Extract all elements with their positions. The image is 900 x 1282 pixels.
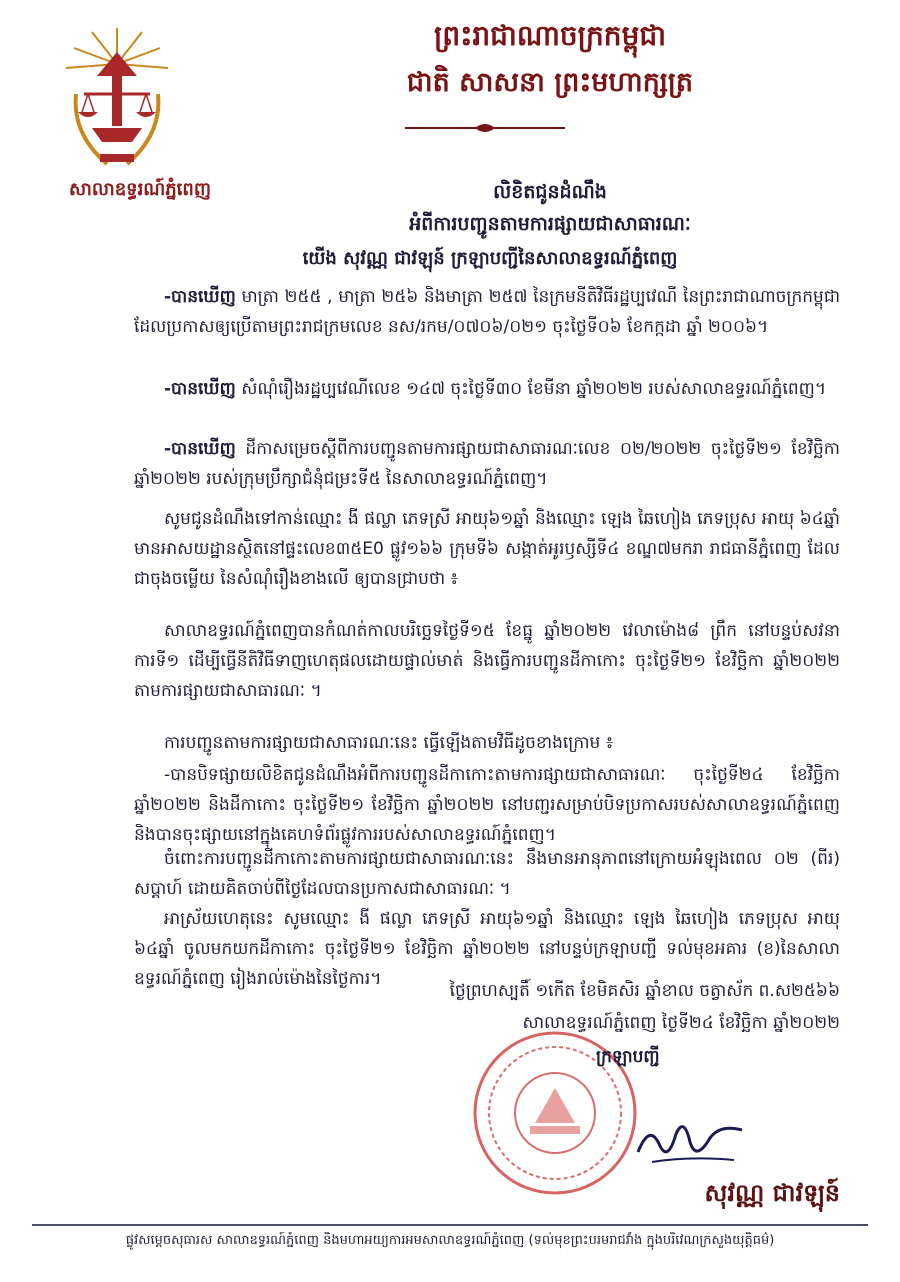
clerk-statement: យើង សុវណ្ណ ជាវឡុន៍ ក្រឡាបញ្ជីនៃសាលាឧទ្ធរណ៍ភ្នំពេញ: [302, 248, 678, 269]
paragraph-text: ដីកាសម្រេចស្ដីពីការបញ្ជូនតាមការផ្សាយជាសាធារណៈលេខ ០២/២០២២ ចុះថ្ងៃទី២១ ខែវិច្ឆិកា ឆ្នាំ២០២២ របស់ក្រុមប្រឹក្សាជំនុំជម្រះទី៥ នៃសាលាឧទ្ធរណ៍ភ្នំពេញ។: [134, 439, 840, 489]
paragraph-lead: -បានឃើញ: [164, 287, 236, 307]
paragraph-conclusion: អាស្រ័យហេតុនេះ សូមឈ្មោះ ងី ផល្លា ភេទស្រី អាយុ៦១ឆ្នាំ និងឈ្មោះ ឡេង ឆៃហៀង ភេទប្រុស អាយុ ៦៤ឆ្នាំ ចូលមកយកដីកាកោះ ចុះថ្ងៃទី២១ ខែវិច្ឆិកា ឆ្នាំ២០២២ នៅបន្ទប់ក្រឡាបញ្ជី ទល់មុខអគារ (ខ)នៃសាលាឧទ្ធរណ៍ភ្នំពេញ រៀងរាល់ម៉ោងនៃថ្ងៃការ។: [134, 909, 840, 989]
signer-name: សុវណ្ណ ជាវឡុន៍: [704, 1179, 840, 1207]
kingdom-heading: ព្រះរាជាណាចក្រកម្ពុជា: [433, 19, 666, 52]
paragraph-method-intro: ការបញ្ជូនតាមការផ្សាយជាសាធារណៈនេះ ធ្វើឡើងតាមវិធីដូចខាងក្រោម ៖: [164, 733, 614, 753]
paragraph-lead: -បានឃើញ: [164, 439, 236, 459]
paragraph-notice-recipients: សូមជូនដំណឹងទៅកាន់ឈ្មោះ ងី ផល្លា ភេទស្រី អាយុ៦១ឆ្នាំ និងឈ្មោះ ឡេង ឆៃហៀង ភេទប្រុស អាយុ ៦៤ឆ្នាំ មានអាសយដ្ឋានស្ថិតនៅផ្ទះលេខ៣៥E0 ផ្លូវ១៦៦ ក្រុមទី៦ សង្កាត់អូរឫស្សីទី៤ ខណ្ឌ៧មករា រាជធានីភ្នំពេញ ដែលជាចុងចម្លើយ នៃសំណុំរឿងខាងលើ ឲ្យបានជ្រាបថា ៖: [134, 509, 840, 589]
court-name: សាលាឧទ្ធរណ៍ភ្នំពេញ: [69, 179, 211, 200]
footer-address: ផ្លូវសម្ដេចសុធារស សាលាឧទ្ធរណ៍ភ្នំពេញ និងមហាអយ្យការអមសាលាឧទ្ធរណ៍ភ្នំពេញ (ទល់មុខព្រះបរមរាជវាំង ក្នុងបរិវេណក្រសួងយុត្តិធម៌): [125, 1233, 775, 1248]
paragraph-text: មាត្រា ២៥៥ , មាត្រា ២៥៦ និងមាត្រា ២៥៧ នៃក្រមនីតិវិធីរដ្ឋប្បវេណី នៃព្រះរាជាណាចក្រកម្ពុជា ដែលប្រកាសឲ្យប្រើតាមព្រះរាជក្រមលេខ នស/រកម/០៧០៦/០២១ ចុះថ្ងៃទី០៦ ខែកក្កដា ឆ្នាំ ២០០៦។: [134, 287, 840, 337]
handwritten-signature-icon: [630, 1112, 750, 1174]
paragraph-seen-1: [134, 282, 840, 342]
paragraph-method-detail: -បានបិទផ្សាយលិខិតជូនដំណឹងអំពីការបញ្ជូនដីកាកោះតាមការផ្សាយជាសាធារណៈ ចុះថ្ងៃទី២៤ ខែវិច្ឆិកា ឆ្នាំ២០២២ និងដីកាកោះ ចុះថ្ងៃទី២១ ខែវិច្ឆិកា ឆ្នាំ២០២២ នៅបញ្ជរសម្រាប់បិទប្រកាសរបស់សាលាឧទ្ធរណ៍ភ្នំពេញ និងបានចុះផ្សាយនៅក្នុងគេហទំព័រផ្លូវការរបស់សាលាឧទ្ធរណ៍ភ្នំពេញ។: [134, 765, 840, 845]
paragraph-lead: -បានឃើញ: [164, 379, 236, 399]
clerk-role: ក្រឡាបញ្ជី: [596, 1047, 660, 1067]
ornament-divider-icon: [405, 120, 565, 136]
paragraph-seen-3: [134, 434, 840, 494]
lunar-date: ថ្ងៃព្រហស្បតិ៍ ១កើត ខែមិគសិរ ឆ្នាំខាល ចត្វាស័ក ព.ស២៥៦៦: [449, 981, 840, 1001]
footer-divider: [32, 1224, 868, 1226]
paragraph-seen-2: [134, 374, 840, 404]
place-and-date: សាលាឧទ្ធរណ៍ភ្នំពេញ ថ្ងៃទី២៤ ខែវិច្ឆិកា ឆ្នាំ២០២២: [522, 1013, 840, 1033]
court-emblem-icon: [62, 24, 172, 174]
paragraph-hearing-date: សាលាឧទ្ធរណ៍ភ្នំពេញបានកំណត់កាលបរិច្ឆេទថ្ងៃទី១៥ ខែធ្នូ ឆ្នាំ២០២២ វេលាម៉ោង៨ ព្រឹក នៅបន្ទប់សវនាការទី១ ដើម្បីធ្វើនីតិវិធីទាញហេតុផលដោយផ្ទាល់មាត់ និងធ្វើការបញ្ជូនដីកាកោះ ចុះថ្ងៃទី២១ ខែវិច្ឆិកា ឆ្នាំ២០២២ តាមការផ្សាយជាសាធារណៈ ។: [134, 621, 840, 701]
document-subtitle: អំពីការបញ្ជូនតាមការផ្សាយជាសាធារណៈ: [409, 213, 691, 235]
paragraph-effect: ចំពោះការបញ្ជូនដីកាកោះតាមការផ្សាយជាសាធារណៈនេះ នឹងមានអានុភាពនៅក្រោយអំឡុងពេល ០២ (ពីរ) សប្ដាហ៍ ដោយគិតចាប់ពីថ្ងៃដែលបានប្រកាសជាសាធារណៈ ។: [134, 849, 840, 899]
document-title: លិខិតជូនដំណឹង: [493, 181, 607, 203]
national-motto: ជាតិ សាសនា ព្រះមហាក្សត្រ: [406, 67, 694, 98]
paragraph-text: សំណុំរឿងរដ្ឋប្បវេណីលេខ ១៤៧ ចុះថ្ងៃទី៣០ ខែមីនា ឆ្នាំ២០២២ របស់សាលាឧទ្ធរណ៍ភ្នំពេញ។: [235, 379, 827, 399]
